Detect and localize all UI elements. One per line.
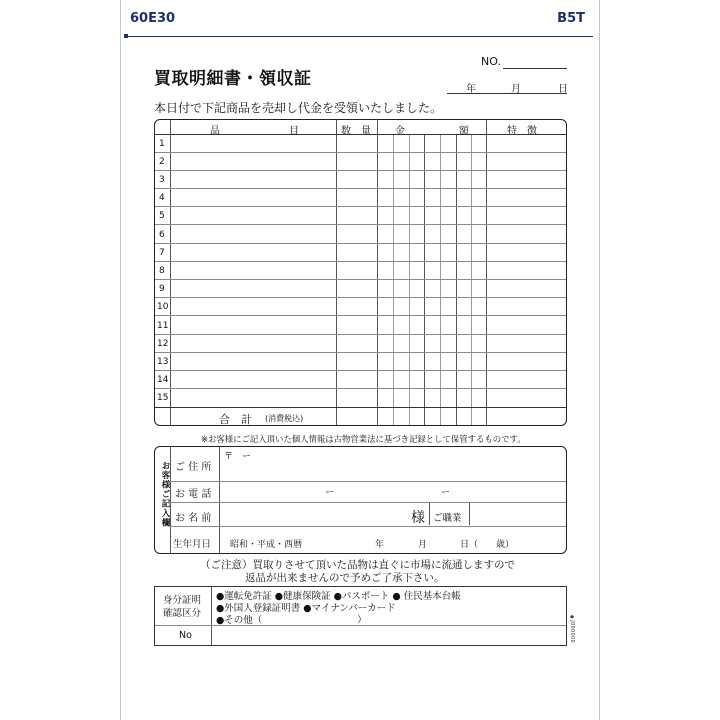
row-line — [155, 224, 566, 225]
date-day-label: 日 — [558, 84, 568, 95]
row-number: 2 — [159, 157, 165, 167]
paper-size: B5T — [557, 11, 585, 26]
row-line — [155, 243, 566, 244]
phone-separator: ー — [325, 488, 335, 498]
caution-line-1: （ご注意）買取りさせて頂いた品物は直ぐに市場に流通しますので — [200, 559, 515, 571]
occupation-value-line — [469, 502, 470, 525]
header-quantity: 数 量 — [341, 126, 371, 137]
row-number: 1 — [159, 139, 165, 149]
date-month-label: 月 — [511, 84, 521, 95]
privacy-notice: ※お客様にご記入頂いた個人情報は古物営業法に基づき記録として保管するものです。 — [201, 434, 526, 444]
date-field-line[interactable] — [447, 93, 567, 94]
print-side-code: ◆J000000 — [569, 614, 575, 643]
customer-row-line — [170, 481, 566, 482]
row-line — [155, 370, 566, 371]
id-label-column-line — [211, 587, 212, 645]
header-amount-2: 額 — [459, 126, 469, 137]
header-divider — [155, 134, 566, 135]
id-number-label: No — [179, 630, 192, 641]
postal-code-mark[interactable]: 〒 ー — [224, 452, 252, 462]
row-number-column-line — [170, 120, 171, 425]
total-label: 合 計 — [219, 413, 252, 426]
id-options-line-2: ●外国人登録証明書 ●マイナンバーカード — [216, 603, 396, 614]
label-column-line — [219, 447, 220, 553]
date-year-label: 年 — [466, 84, 476, 95]
id-section-label-2: 確認区分 — [163, 608, 202, 619]
row-number: 6 — [159, 230, 165, 240]
name-label: お 名 前 — [175, 513, 212, 524]
row-number: 8 — [159, 266, 165, 276]
id-options-line-1: ●運転免許証 ●健康保険証 ●パスポート ● 住民基本台帳 — [216, 591, 461, 602]
header-rule — [127, 36, 593, 37]
item-table — [154, 119, 567, 426]
birth-day-age-label: 日（ 歳） — [460, 540, 515, 550]
row-line — [155, 297, 566, 298]
row-number: 3 — [159, 175, 165, 185]
header-item-1: 品 — [210, 126, 220, 137]
row-line — [155, 315, 566, 316]
quantity-column-line — [336, 120, 337, 425]
row-line — [155, 352, 566, 353]
row-number: 13 — [157, 357, 169, 367]
row-line — [155, 334, 566, 335]
total-row-divider — [155, 407, 566, 408]
era-options: 昭和・平成・西暦 — [230, 540, 303, 550]
row-number: 4 — [159, 193, 165, 203]
row-line — [155, 279, 566, 280]
form-code: 60E30 — [130, 11, 176, 26]
occupation-column-line — [429, 502, 430, 525]
honorific-label: 様 — [411, 510, 425, 526]
row-line — [155, 170, 566, 171]
customer-row-line — [170, 502, 566, 503]
row-line — [155, 206, 566, 207]
row-line — [155, 261, 566, 262]
phone-separator: ー — [441, 488, 451, 498]
side-column-line — [170, 447, 171, 553]
customer-entry-table — [154, 446, 567, 554]
row-line — [155, 188, 566, 189]
row-number: 5 — [159, 211, 165, 221]
row-line — [155, 152, 566, 153]
receipt-form-sheet — [120, 0, 600, 720]
number-label: NO. — [481, 55, 501, 68]
birth-date-label: 生年月日 — [173, 539, 212, 550]
caution-line-2: 返品が出来ませんので予めご了承下さい。 — [245, 572, 445, 584]
birth-year-label: 年 — [375, 540, 385, 550]
occupation-label: ご職業 — [433, 513, 462, 524]
row-number: 7 — [159, 248, 165, 258]
address-label: ご 住 所 — [175, 462, 212, 473]
row-number: 11 — [157, 321, 169, 331]
id-options-line-3: ●その他（ ） — [216, 615, 367, 626]
total-tax-note: (消費税込) — [265, 414, 304, 423]
header-tick-mark — [124, 34, 128, 38]
amount-column-line — [377, 120, 378, 425]
remarks-column-line — [486, 120, 487, 425]
id-verification-table — [154, 586, 567, 646]
customer-row-line — [170, 526, 566, 527]
phone-label: お 電 話 — [175, 489, 212, 500]
row-number: 15 — [157, 393, 169, 403]
form-header — [121, 0, 599, 36]
header-amount-1: 金 — [395, 126, 405, 137]
number-field-line[interactable] — [503, 68, 567, 69]
header-item-2: 目 — [289, 126, 299, 137]
row-number: 14 — [157, 375, 169, 385]
row-number: 10 — [157, 302, 169, 312]
form-title: 買取明細書・領収証 — [154, 69, 312, 89]
id-section-label-1: 身分証明 — [163, 595, 202, 606]
header-remarks: 特 徴 — [507, 126, 537, 137]
row-line — [155, 388, 566, 389]
intro-statement: 本日付で下記商品を売却し代金を受領いたしました。 — [154, 101, 443, 115]
row-number: 12 — [157, 339, 169, 349]
birth-month-label: 月 — [418, 540, 428, 550]
customer-section-label: お客様ご記入欄 — [160, 461, 170, 528]
row-number: 9 — [159, 284, 165, 294]
